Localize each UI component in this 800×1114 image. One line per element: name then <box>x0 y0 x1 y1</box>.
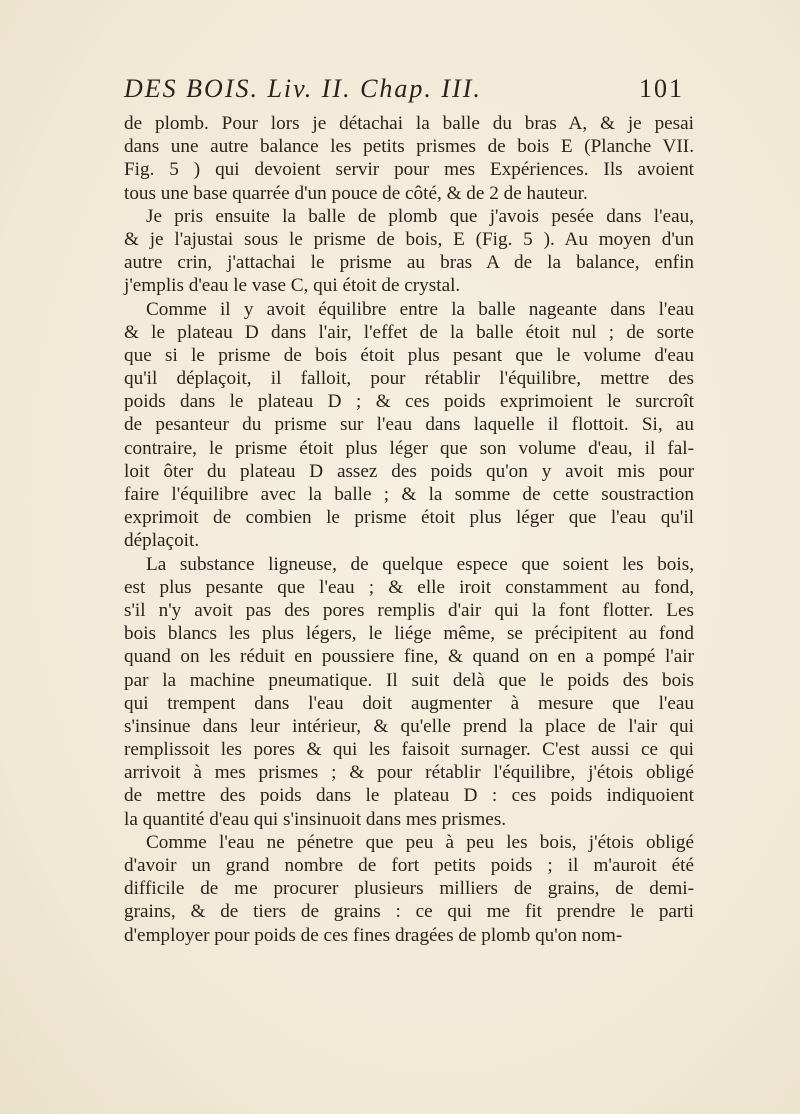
text-line: arrivoit à mes prismes ; & pour rétablir l'équilibre, j'étois obligé <box>124 762 694 784</box>
page-number: 101 <box>639 74 684 103</box>
paragraph <box>124 112 694 205</box>
text-line: qui trempent dans l'eau doit augmenter à mesure que l'eau <box>124 692 694 714</box>
text-line: autre crin, j'attachai le prisme au bras A de la balance, enfin <box>124 252 694 274</box>
text-line: bois blancs les plus légers, le liége même, se précipitent au fond <box>124 623 694 645</box>
text-line: que si le prisme de bois étoit plus pesant que le volume d'eau <box>124 344 694 366</box>
text-line: la quantité d'eau qui s'insinuoit dans mes prismes. <box>124 808 507 830</box>
running-head-title: DES BOIS. Liv. II. Chap. III. <box>124 74 482 103</box>
paragraph <box>124 298 694 553</box>
text-line: poids dans le plateau D ; & ces poids exprimoient le surcroît <box>124 391 694 413</box>
text-line: de mettre des poids dans le plateau D : ces poids indiquoient <box>124 785 694 807</box>
text-line: contraire, le prisme étoit plus léger que son volume d'eau, il fal- <box>124 437 694 459</box>
text-line: dans une autre balance les petits prismes de bois E (Planche VII. <box>124 136 694 158</box>
text-line: quand on les réduit en poussiere fine, & quand on en a pompé l'air <box>124 646 694 668</box>
text-line: remplissoit les pores & qui les faisoit surnager. C'est aussi ce qui <box>124 739 694 761</box>
paragraph <box>124 831 694 947</box>
text-line: est plus pesante que l'eau ; & elle iroit constamment au fond, <box>124 576 694 598</box>
paragraph <box>124 553 694 831</box>
text-line: & le plateau D dans l'air, l'effet de la balle étoit nul ; de sorte <box>124 321 694 343</box>
text-line: Fig. 5 ) qui devoient servir pour mes Expériences. Ils avoient <box>124 159 694 181</box>
running-head <box>124 74 684 110</box>
text-line: loit ôter du plateau D assez des poids qu'on y avoit mis pour <box>124 460 694 482</box>
text-line: & je l'ajustai sous le prisme de bois, E (Fig. 5 ). Au moyen d'un <box>124 228 694 250</box>
text-line: faire l'équilibre avec la balle ; & la somme de cette soustraction <box>124 484 694 505</box>
text-line: de plomb. Pour lors je détachai la balle du bras A, & je pesai <box>124 113 694 134</box>
body-text <box>124 112 694 947</box>
text-line: d'employer pour poids de ces fines dragées de plomb qu'on nom- <box>124 924 623 946</box>
text-line: grains, & de tiers de grains : ce qui me fit prendre le parti <box>124 901 694 923</box>
text-line: déplaçoit. <box>124 530 200 552</box>
text-line: de pesanteur du prisme sur l'eau dans laquelle il flottoit. Si, au <box>124 414 694 436</box>
text-line: s'insinue dans leur intérieur, & qu'elle prend la place de l'air qui <box>124 715 694 737</box>
text-line: Comme il y avoit équilibre entre la balle nageante dans l'eau <box>146 298 694 320</box>
text-line: qu'il déplaçoit, il falloit, pour rétablir l'équilibre, mettre des <box>124 368 694 390</box>
text-line: j'emplis d'eau le vase C, qui étoit de crystal. <box>124 275 461 297</box>
text-line: Comme l'eau ne pénetre que peu à peu les bois, j'étois obligé <box>146 831 694 853</box>
text-line: tous une base quarrée d'un pouce de côté, & de 2 de hauteur. <box>124 182 588 204</box>
text-line: d'avoir un grand nombre de fort petits poids ; il m'auroit été <box>124 855 694 876</box>
text-line: Je pris ensuite la balle de plomb que j'avois pesée dans l'eau, <box>146 205 694 227</box>
text-line: exprimoit de combien le prisme étoit plus léger que l'eau qu'il <box>124 507 694 529</box>
text-line: difficile de me procurer plusieurs milliers de grains, de demi- <box>124 878 694 900</box>
paragraph <box>124 205 694 298</box>
text-line: La substance ligneuse, de quelque espece que soient les bois, <box>146 553 694 575</box>
text-line: par la machine pneumatique. Il suit delà que le poids des bois <box>124 669 694 691</box>
text-line: s'il n'y avoit pas des pores remplis d'air qui la font flotter. Les <box>124 599 694 621</box>
